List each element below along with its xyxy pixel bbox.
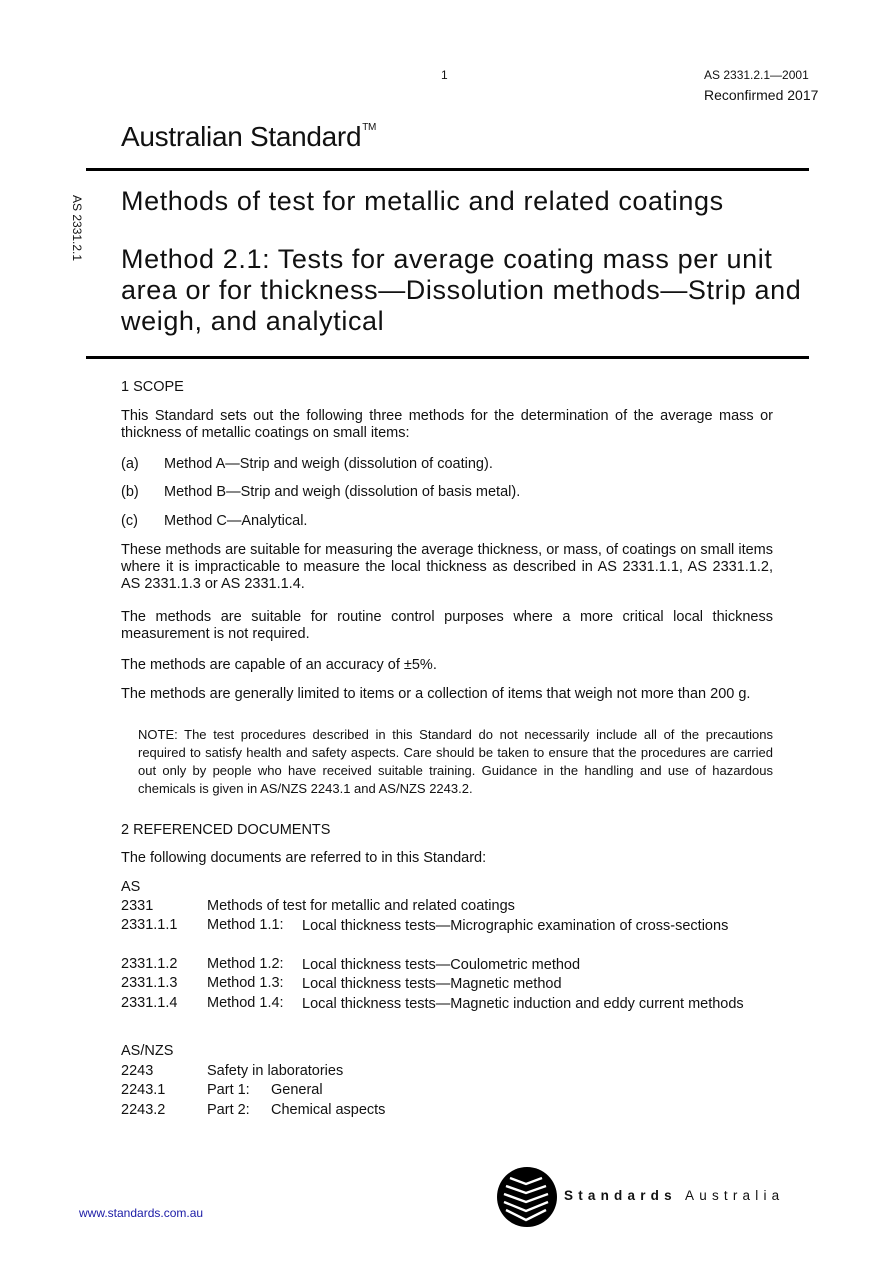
scope-paragraph: The methods are capable of an accuracy of ±5%. [121, 657, 437, 673]
scope-paragraph: The methods are generally limited to items or a collection of items that weigh not more than 200 g. [121, 686, 751, 702]
list-item: (a) Method A—Strip and weigh (dissolution of coating). [121, 456, 493, 472]
main-title: Methods of test for metallic and related coatings [121, 186, 724, 216]
document-reference: AS 2331.2.1—2001 [704, 68, 809, 82]
scope-paragraph: These methods are suitable for measuring the average thickness, or mass, of coatings on small items where it is impracticable to measure the local thickness as described in AS 2331.1.1, AS 2331.1.2, AS 2331.1.3 or AS 2331.1.4. [121, 542, 773, 592]
scope-paragraph: The methods are suitable for routine control purposes where a more critical local thickness measurement is not required. [121, 609, 773, 642]
standard-title: Australian Standard™ [121, 121, 377, 152]
title-divider [86, 356, 809, 359]
standards-australia-logo-icon [496, 1166, 558, 1228]
trademark-mark: TM [362, 122, 377, 133]
list-item: (b) Method B—Strip and weigh (dissolution of basis metal). [121, 484, 521, 500]
safety-note: NOTE: The test procedures described in this Standard do not necessarily include all of the precautions required to satisfy health and safety aspects. Care should be taken to ensure that the procedures are carried out only by people who have received suitable training. Guidance in the handling and use of hazardous chemicals is given in AS/NZS 2243.1 and AS/NZS 2243.2. [138, 727, 773, 796]
references-intro: The following documents are referred to in this Standard: [121, 850, 487, 866]
list-item: (c) Method C—Analytical. [121, 513, 308, 529]
top-divider [86, 168, 809, 171]
page-number: 1 [441, 68, 448, 82]
scope-heading: 1 SCOPE [121, 379, 184, 395]
side-reference: AS 2331.2.1 [70, 195, 84, 262]
standards-australia-wordmark: Standards Australia [564, 1188, 785, 1203]
reconfirmed-note: Reconfirmed 2017 [704, 87, 819, 103]
website-link[interactable]: www.standards.com.au [79, 1206, 204, 1220]
scope-intro: This Standard sets out the following three methods for the determination of the average mass or thickness of metallic coatings on small items: [121, 408, 773, 441]
references-heading: 2 REFERENCED DOCUMENTS [121, 822, 331, 838]
method-subtitle: Method 2.1: Tests for average coating mass per unit area or for thickness—Dissolution methods—Strip and weigh, and analytical [121, 244, 802, 336]
